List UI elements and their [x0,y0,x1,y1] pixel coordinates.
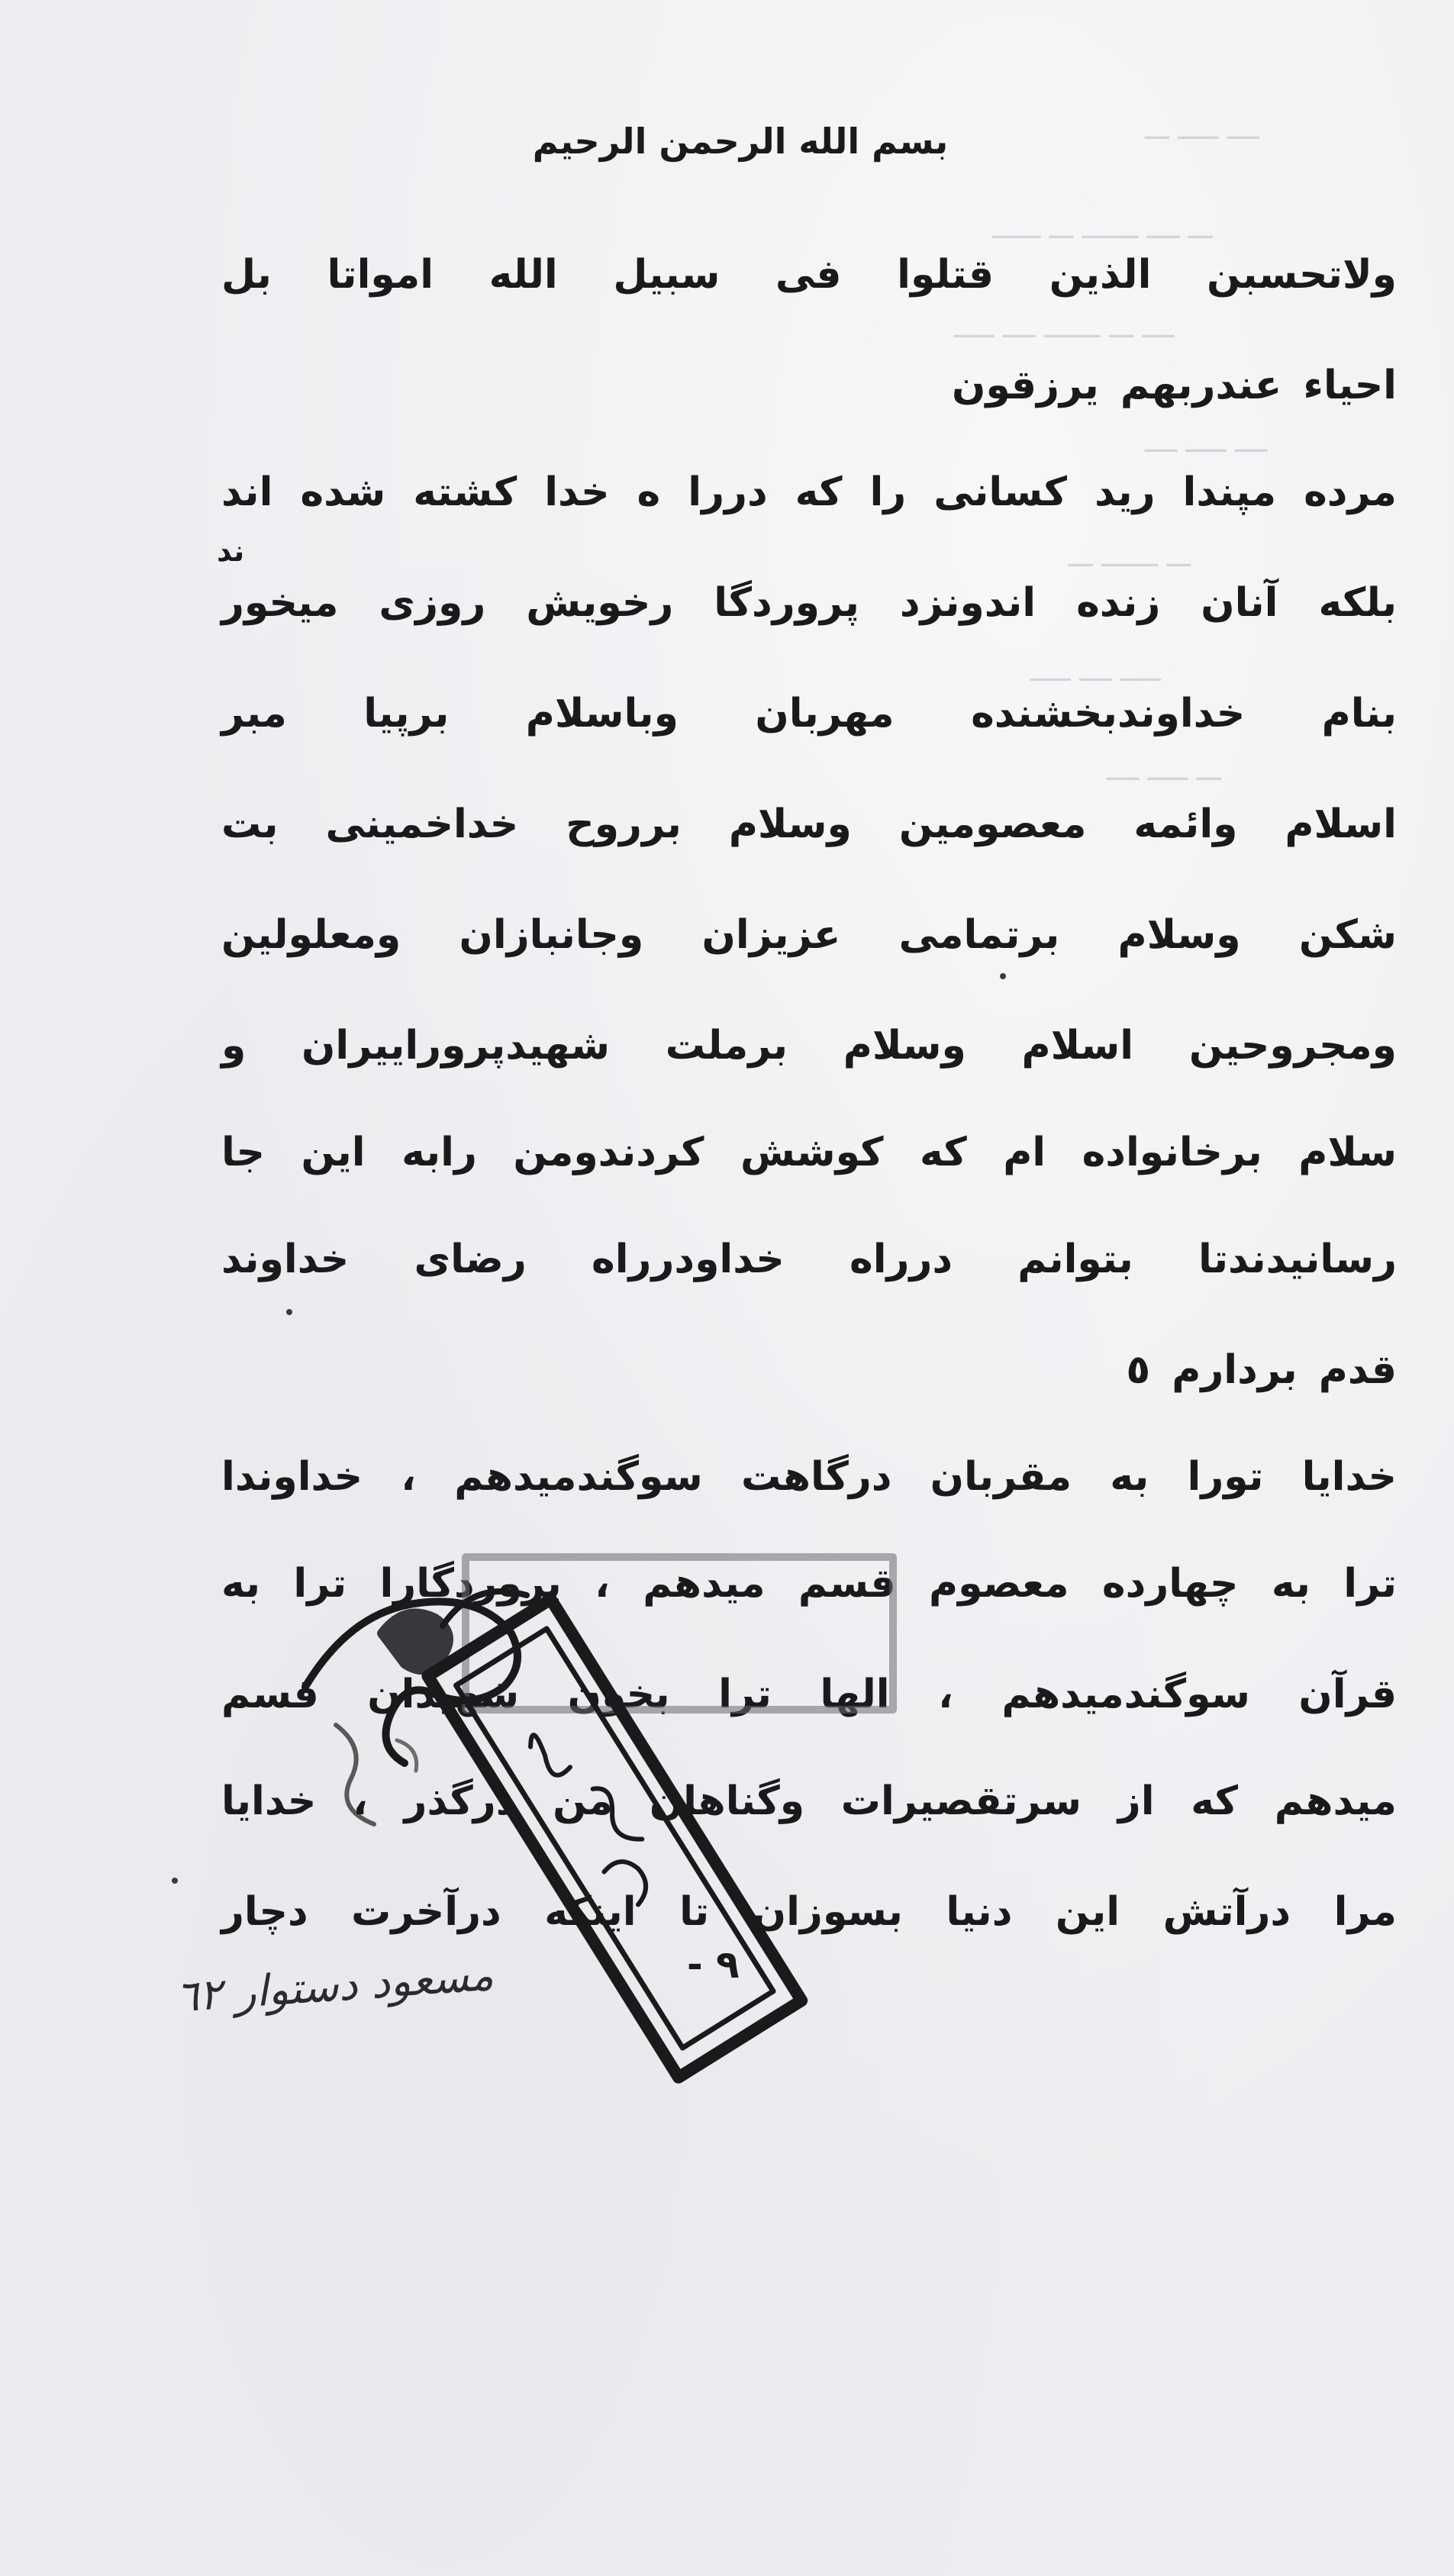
bleed-through-line: ـــ ـــــــ ـــ [1069,542,1191,573]
text-line-7: شکن وسلام برتمامی عزیزان وجانبازان ومعلولین [221,912,1397,958]
text-line-8: ومجروحین اسلام وسلام برملت شهیدپروراییران و [221,1023,1397,1069]
bleed-through-line: ـــــ ــــ ـــــــ ـــ ــــ [954,313,1175,344]
ink-stamp [290,1511,901,2122]
text-line-11: قدم بردارم ٥ [1126,1347,1397,1393]
bleed-through-line: ـــــ ــــ ـــــ [1030,656,1161,688]
text-line-6: اسلام وائمه معصومین وسلام برروح خداخمینی بت [221,801,1397,847]
ink-dot [172,1878,178,1884]
text-line-5: بنام خداوندبخشنده مهربان وباسلام برپیا مبر [221,691,1397,737]
text-line-1: ولاتحسبن الذین قتلوا فی سبیل الله امواتا بل [221,252,1397,298]
handwritten-signature: مسعود دستوار ٦٢ [174,1950,495,2023]
bleed-through-line: ــــ ـــــ ـــ [1107,756,1221,787]
bleed-through-line: ـــ ـــــ ــــ [1145,114,1259,146]
stamp-page-number: ٩ - [687,1942,740,1987]
text-line-13: ترا به چهارده معصوم قسم میدهم ، پروردگارا ترا به [221,1561,1397,1607]
text-line-3: مرده مپندا رید کسانی را که دررا ه خدا کشته شده اند [221,469,1397,515]
text-line-2: احیاء عندربهم یرزقون [951,363,1397,408]
text-line-4: بلکه آنان زنده اندونزد پروردگا رخویش روزی میخور [221,580,1397,626]
bleed-through-line: ــــ ـــــ ــــ [1145,427,1267,459]
text-line-14: قرآن سوگندمیدهم ، الها ترا بخون شهیدان قسم [221,1672,1397,1717]
ink-dot [286,1309,292,1315]
marginal-note: ند [217,534,245,568]
text-line-15: میدهم که از سرتقصیرات وگناهان من درگذر ، خدایا [221,1778,1397,1824]
text-line-9: سلام برخانواده ام که کوشش کردندومن رابه این جا [221,1130,1397,1175]
text-line-10: رسانیدندتا بتوانم درراه خداودرراه رضای خداوند [221,1236,1397,1282]
text-line-16: مرا درآتش این دنیا بسوزان تا اینکه درآخرت دچار [221,1889,1397,1935]
ink-dot [1000,973,1006,979]
text-line-12: خدایا تورا به مقربان درگاهت سوگندمیدهم ، خداوندا [221,1454,1397,1500]
bleed-through-line: ــــــ ـــ ـــــــ ــــ ـــ [992,214,1213,245]
bismillah-heading: بسم الله الرحمن الرحیم [532,121,949,162]
